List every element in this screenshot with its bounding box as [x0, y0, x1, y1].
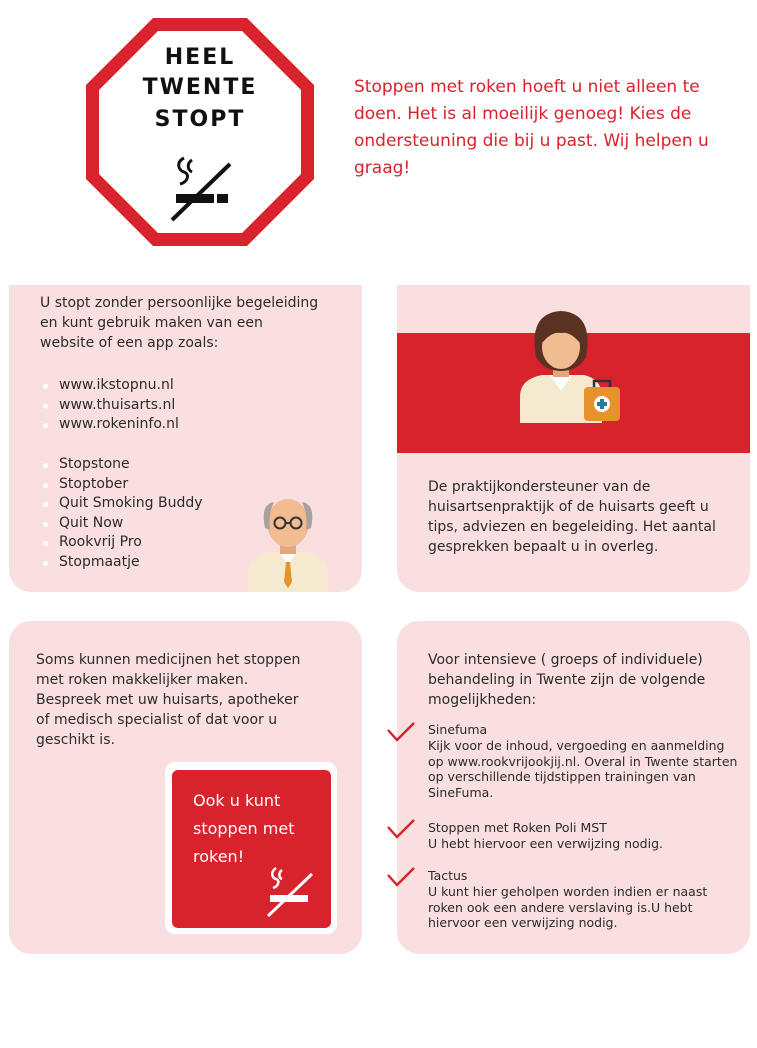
- app-item: Rookvrij Pro: [40, 533, 203, 553]
- stop-sign-line-1: HEEL: [164, 45, 236, 70]
- website-item[interactable]: www.thuisarts.nl: [40, 396, 179, 416]
- app-item: Stoptober: [40, 475, 203, 495]
- website-list: [40, 376, 179, 435]
- stop-sign-line-2: TWENTE: [142, 75, 258, 100]
- app-list: [40, 455, 203, 573]
- website-item[interactable]: www.ikstopnu.nl: [40, 376, 179, 396]
- stop-sign-logo: [82, 14, 318, 250]
- first-aid-kit-icon: [584, 381, 620, 421]
- online-intro: U stopt zonder persoonlijke begeleiding en kunt gebruik maken van een website of een app zoals:: [40, 295, 319, 351]
- website-item[interactable]: www.rokeninfo.nl: [40, 415, 179, 435]
- stop-sign-line-3: STOPT: [154, 107, 246, 132]
- app-item: Quit Smoking Buddy: [40, 494, 203, 514]
- option-description: Kijk voor de inhoud, vergoeding en aanmelding op www.rookvrijookjij.nl. Overal in Twente starten op verschillende tijdstippen trainingen van SineFuma.: [428, 738, 738, 800]
- medication-text: Soms kunnen medicijnen het stoppen met roken makkelijker maken. Bespreek met uw huisarts, apotheker of medisch specialist of dat voor u geschikt is.: [36, 652, 301, 748]
- option-title: Sinefuma: [428, 722, 488, 737]
- app-item: Quit Now: [40, 514, 203, 534]
- checkmark-icon: [386, 721, 416, 743]
- no-smoking-icon: [170, 154, 234, 224]
- app-item: Stopmaatje: [40, 553, 203, 573]
- checkmark-icon: [386, 866, 416, 888]
- app-item: Stopstone: [40, 455, 203, 475]
- practice-text: De praktijkondersteuner van de huisartsenpraktijk of de huisarts geeft u tips, adviezen en begeleiding. Het aantal gesprekken bepaalt u in overleg.: [428, 479, 716, 555]
- nurse-icon: [510, 305, 626, 427]
- intensive-intro: Voor intensieve ( groeps of individuele) behandeling in Twente zijn de volgende mogelijkheden:: [428, 652, 706, 708]
- doctor-icon: [244, 490, 332, 592]
- option-description: U kunt hier geholpen worden indien er naast roken ook een andere verslaving is.U hebt hiervoor een verwijzing nodig.: [428, 884, 708, 930]
- no-smoking-icon: [266, 866, 314, 918]
- option-title: Tactus: [428, 868, 468, 883]
- intro-text: Stoppen met roken hoeft u niet alleen te doen. Het is al moeilijk genoeg! Kies de ondersteuning die bij u past. Wij helpen u graag!: [354, 77, 709, 178]
- option-description: U hebt hiervoor een verwijzing nodig.: [428, 836, 663, 851]
- checkmark-icon: [386, 818, 416, 840]
- cta-text: Ook u kunt stoppen met roken!: [193, 791, 295, 866]
- option-title: Stoppen met Roken Poli MST: [428, 820, 607, 835]
